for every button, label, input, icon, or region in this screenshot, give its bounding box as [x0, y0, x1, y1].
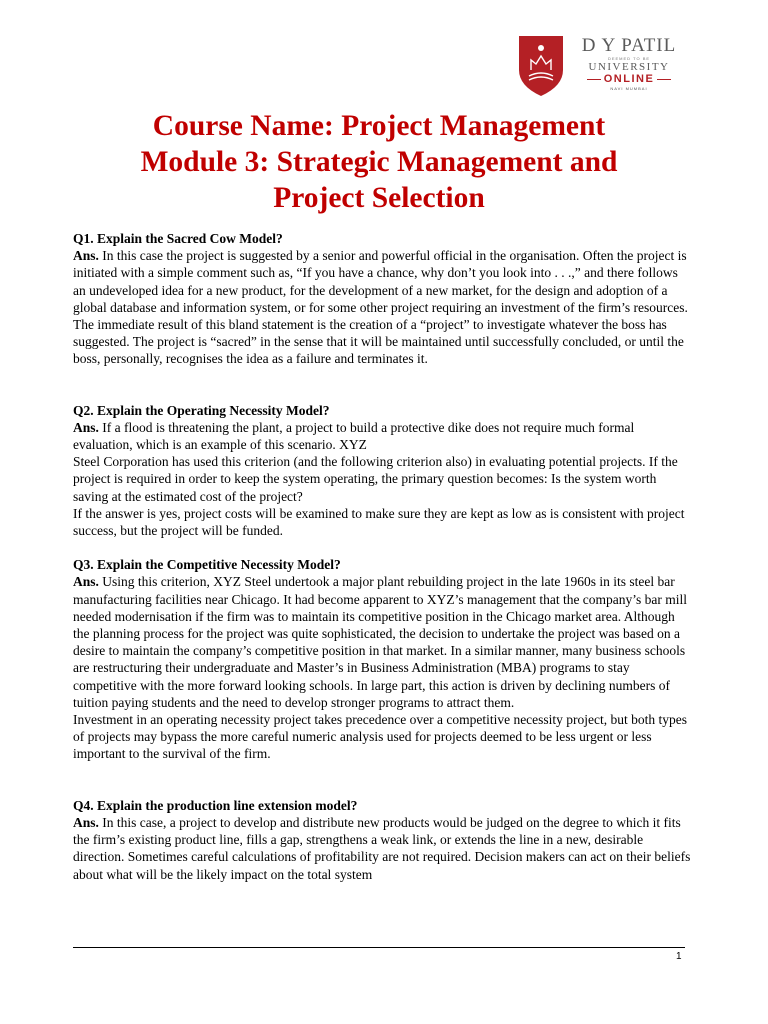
answer-text: Using this criterion, XYZ Steel undertook a major plant rebuilding project in the late 1960s in its steel bar manufacturing facilities near Chicago. It had become apparent to XYZ’s management that the company’s bar mill needed modernisation if the firm was to maintain its competitive position in the Chicago market area. Although the planning process for the project was quite sophisticated, the decision to undertake the project was based on a desire to maintain the company’s competitive position in that market. In a similar manner, many business schools are restructuring their undergraduate and Master’s in Business Administration (MBA) programs to stay competitive with the more forward looking schools. In large part, this action is driven by declining numbers of tuition paying students and the need to develop stronger programs to attract them.	[73, 574, 688, 710]
page-number: 1	[676, 951, 682, 962]
logo-line-online: ONLINE	[603, 73, 655, 85]
university-logo	[517, 34, 687, 106]
answer-label: Ans.	[73, 419, 99, 435]
logo-line-dypatil: D Y PATIL	[581, 35, 677, 56]
document-body	[73, 230, 693, 883]
answer-paragraph: If the answer is yes, project costs will be examined to make sure they are kept as low as is consistent with project success, but the project will be funded.	[73, 505, 685, 539]
question-heading: Q2. Explain the Operating Necessity Model?	[73, 402, 330, 418]
question-heading: Q4. Explain the production line extension model?	[73, 797, 358, 813]
logo-online-row	[569, 73, 689, 86]
logo-text	[569, 36, 689, 92]
answer-paragraph	[73, 573, 693, 711]
logo-rule-left	[587, 79, 601, 80]
answer-paragraph	[73, 814, 693, 883]
title-line-module: Module 3: Strategic Management and	[140, 146, 618, 178]
answer-text: If a flood is threatening the plant, a project to build a protective dike does not require much formal evaluation, which is an example of this scenario. XYZ	[73, 419, 635, 453]
question-heading: Q1. Explain the Sacred Cow Model?	[73, 231, 283, 246]
answer-label: Ans.	[73, 248, 99, 264]
question-block-4	[73, 797, 693, 883]
title-line-topic: Project Selection	[273, 182, 485, 214]
logo-line-location: NAVI MUMBAI	[610, 86, 648, 91]
document-title	[74, 108, 684, 216]
question-block-2	[73, 402, 693, 540]
answer-paragraph: Steel Corporation has used this criterion (and the following criterion also) in evaluating potential projects. If the project is required in order to keep the system operating, the primary question becomes: Is the system worth saving at the estimated cost of the project?	[73, 454, 678, 504]
question-heading: Q3. Explain the Competitive Necessity Model?	[73, 557, 341, 573]
title-line-course: Course Name: Project Management	[152, 110, 606, 142]
answer-text: In this case the project is suggested by a senior and powerful official in the organisation. Often the project is initiated with a simple comment such as, “If you have a chance, why don’t you look into . . .,” and there follows an undeveloped idea for a new product, for the development of a new market, for the design and adoption of a global database and information system, or for some other project requiring an investment of the firm’s resources. The immediate result of this bland statement is the creation of a “project” to investigate whatever the boss has suggested. The project is “sacred” in the sense that it will be maintained until successfully concluded, or until the boss, personally, recognises the idea as a failure and terminates it.	[73, 248, 688, 367]
question-block-1	[73, 230, 693, 368]
answer-label: Ans.	[73, 814, 99, 830]
logo-line-deemed: DEEMED TO BE	[607, 56, 651, 61]
answer-paragraph: Investment in an operating necessity project takes precedence over a competitive necessity project, but both types of projects may bypass the more careful numeric analysis used for projects deemed to be less urgent or less important to the survival of the firm.	[73, 712, 688, 762]
logo-rule-right	[657, 79, 671, 80]
answer-label: Ans.	[73, 574, 99, 590]
logo-line-university: UNIVERSITY	[588, 61, 670, 73]
answer-paragraph	[73, 247, 693, 367]
shield-emblem-icon	[517, 34, 565, 98]
answer-text: In this case, a project to develop and distribute new products would be judged on the degree to which it fits the firm’s existing product line, fills a gap, strengthens a weak link, or extends the line in a new, desirable direction. Sometimes careful calculations of profitability are not required. Decision makers can act on their beliefs about what will be the likely impact on the total system	[73, 814, 691, 882]
answer-paragraph	[73, 419, 693, 453]
question-block-3	[73, 556, 693, 762]
footer-divider	[73, 947, 685, 948]
